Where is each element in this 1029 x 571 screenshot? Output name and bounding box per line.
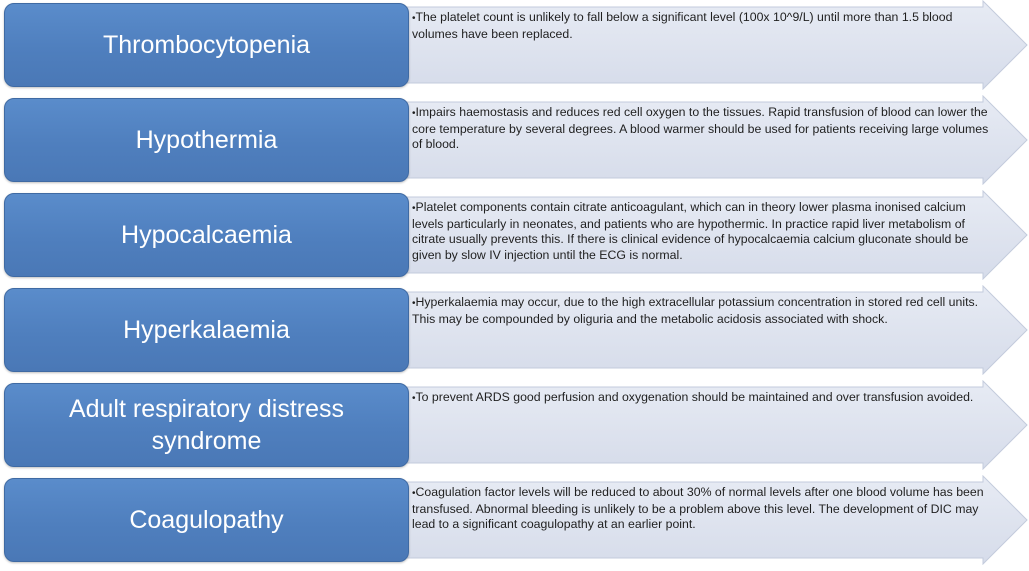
row-description-text: Hyperkalaemia may occur, due to the high extracellular potassium concentration in stored red cell units. This may be compounded by oliguria and the metabolic acidosis associated with shock. (412, 295, 979, 326)
row-title: Hypocalcaemia (4, 193, 409, 277)
row-description (412, 200, 990, 263)
row-description-text: To prevent ARDS good perfusion and oxygenation should be maintained and over transfusion avoided. (415, 390, 974, 404)
row-coagulopathy (0, 475, 1029, 565)
row-description-text: Platelet components contain citrate anticoagulant, which can in theory lower plasma inonised calcium levels particularly in neonates, and patients who are hypothermic. In practice rapid liver metabolism of citrate usually prevents this. If there is clinical evidence of hypocalcaemia calcium gluconate should be given by slow IV injection until the ECG is normal. (412, 200, 969, 262)
row-title: Hyperkalaemia (4, 288, 409, 372)
row-title: Hypothermia (4, 98, 409, 182)
row-hyperkalaemia (0, 285, 1029, 375)
row-description-text: Coagulation factor levels will be reduced to about 30% of normal levels after one blood volume has been transfused. Abnormal bleeding is unlikely to be a problem above this level. The development of DIC may lead to a significant coagulopathy at an earlier point. (412, 485, 984, 532)
bullet-icon: • (412, 108, 416, 119)
row-description-text: The platelet count is unlikely to fall below a significant level (100x 10^9/L) until more than 1.5 blood volumes have been replaced. (412, 10, 953, 41)
row-title: Adult respiratory distress syndrome (4, 383, 409, 467)
row-thrombocytopenia (0, 0, 1029, 90)
row-description (412, 295, 990, 327)
row-hypothermia (0, 95, 1029, 185)
row-ards (0, 380, 1029, 470)
bullet-icon: • (412, 203, 416, 214)
row-description-text: Impairs haemostasis and reduces red cell oxygen to the tissues. Rapid transfusion of blood can lower the core temperature by several degrees. A blood warmer should be used for patients receiving large volumes of blood. (412, 105, 989, 152)
bullet-icon: • (412, 393, 416, 404)
bullet-icon: • (412, 13, 416, 24)
row-title: Coagulopathy (4, 478, 409, 562)
row-description (412, 10, 990, 42)
row-description (412, 485, 990, 533)
row-title: Thrombocytopenia (4, 3, 409, 87)
row-hypocalcaemia (0, 190, 1029, 280)
row-description (412, 105, 990, 153)
row-description (412, 390, 990, 407)
bullet-icon: • (412, 298, 416, 309)
bullet-icon: • (412, 488, 416, 499)
